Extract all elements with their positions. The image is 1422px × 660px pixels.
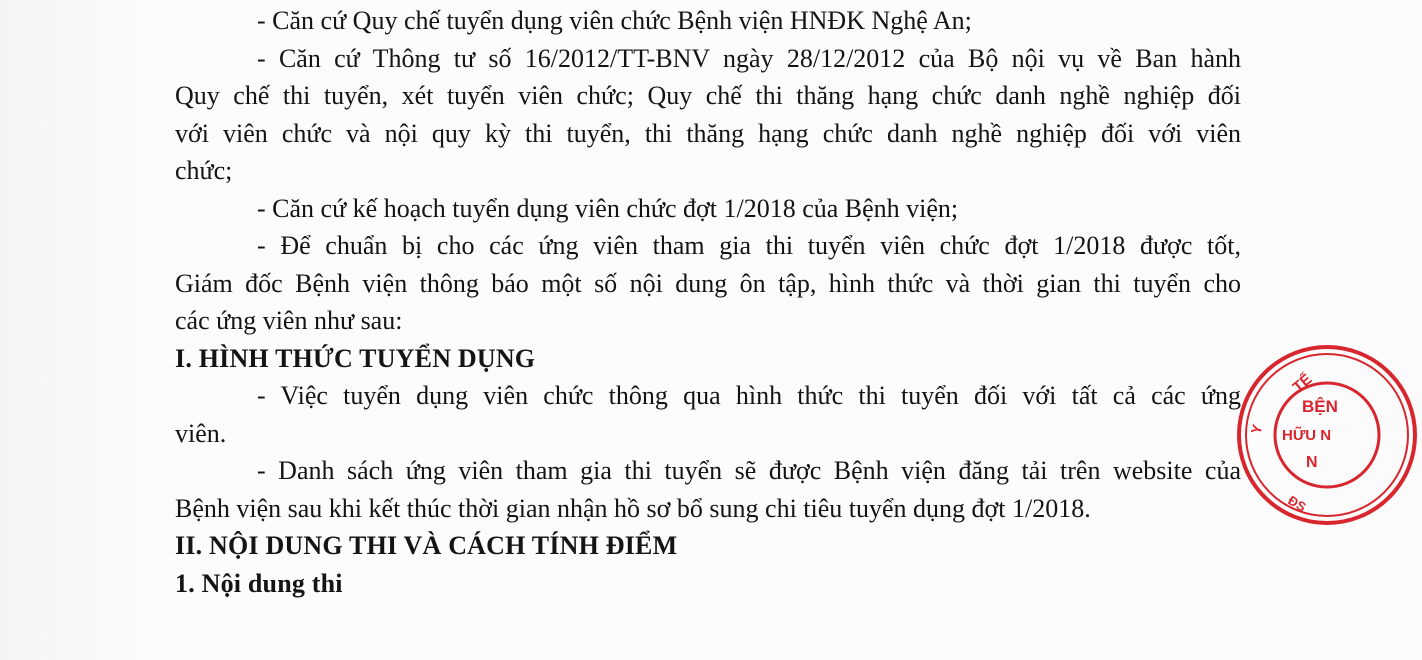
basis-circular-line-2: Quy chế thi tuyển, xét tuyển viên chức; Quy chế thi thăng hạng chức danh nghề nghiệp đối (175, 81, 1241, 110)
svg-text:Y: Y (1247, 422, 1266, 436)
preparation-line-1: - Để chuẩn bị cho các ứng viên tham gia thi tuyển viên chức đợt 1/2018 được tốt, (257, 231, 1241, 260)
basis-regulation-line: - Căn cứ Quy chế tuyển dụng viên chức Bệnh viện HNĐK Nghệ An; (257, 6, 972, 35)
svg-text:BỆN: BỆN (1302, 397, 1338, 416)
preparation-line-2: Giám đốc Bệnh viện thông báo một số nội dung ôn tập, hình thức và thời gian thi tuyển cho (175, 268, 1241, 298)
preparation-line-3: các ứng viên như sau: (175, 306, 403, 335)
paper-texture (0, 0, 170, 660)
basis-plan-line: - Căn cứ kế hoạch tuyển dụng viên chức đợt 1/2018 của Bệnh viện; (257, 193, 959, 223)
subsection-1-heading: 1. Nội dung thi (175, 568, 343, 598)
svg-text:N: N (1306, 454, 1318, 471)
svg-text:HỮU N: HỮU N (1282, 427, 1332, 444)
candidate-list-line-1: - Danh sách ứng viên tham gia thi tuyển sẽ được Bệnh viện đăng tải trên website của (257, 456, 1241, 485)
document-body (175, 0, 1241, 602)
basis-circular-line-1: - Căn cứ Thông tư số 16/2012/TT-BNV ngày 28/12/2012 của Bộ nội vụ về Ban hành (257, 43, 1241, 73)
section-1-heading: I. HÌNH THỨC TUYỂN DỤNG (175, 343, 536, 373)
recruitment-form-line-1: - Việc tuyển dụng viên chức thông qua hình thức thi tuyển đối với tất cả các ứng (257, 381, 1241, 410)
candidate-list-line-2: Bệnh viện sau khi kết thúc thời gian nhận hồ sơ bổ sung chi tiêu tuyển dụng đợt 1/2018. (175, 493, 1091, 523)
basis-circular-line-4: chức; (175, 156, 233, 185)
recruitment-form-line-2: viên. (175, 418, 227, 448)
svg-text:TẾ: TẾ (1289, 370, 1316, 397)
svg-text:ĐS: ĐS (1285, 492, 1309, 515)
section-2-heading: II. NỘI DUNG THI VÀ CÁCH TÍNH ĐIỂM (175, 531, 678, 560)
red-seal-stamp (1232, 340, 1422, 530)
basis-circular-line-3: với viên chức và nội quy kỳ thi tuyển, thi thăng hạng chức danh nghề nghiệp đối với viên (175, 118, 1241, 148)
